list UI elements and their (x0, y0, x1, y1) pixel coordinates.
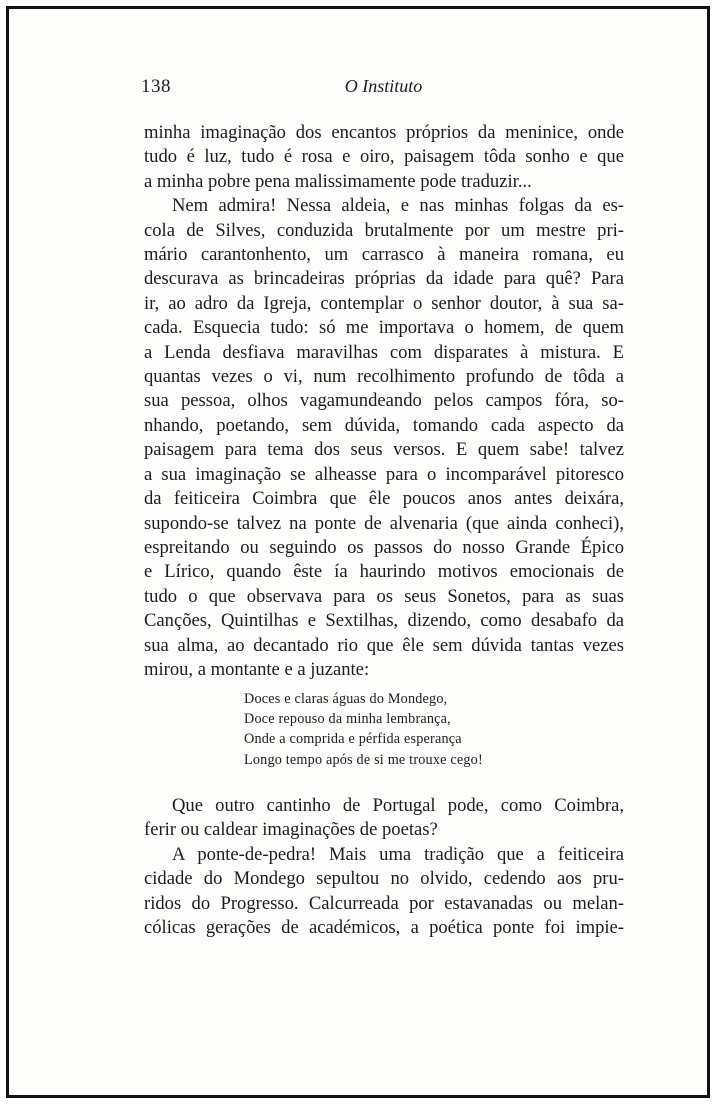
text-line: ir, ao adro da Igreja, contemplar o senhor doutor, à sua sa- (144, 292, 624, 314)
text-line: paisagem para tema dos seus versos. E quem sabe! talvez (144, 439, 624, 461)
text-line: quantas vezes o vi, num recolhimento profundo de tôda a (144, 366, 624, 388)
text-line: sua alma, ao decantado rio que êle sem dúvida tantas vezes (144, 634, 624, 656)
page-header (141, 76, 626, 102)
text-line: Nem admira! Nessa aldeia, e nas minhas folgas da es- (172, 195, 624, 217)
text-line: da feiticeira Coimbra que êle poucos anos antes deixára, (144, 488, 624, 510)
text-line: nhando, poetando, sem dúvida, tomando cada aspecto da (144, 414, 624, 436)
paragraph-4 (144, 843, 624, 941)
text-line: Que outro cantinho de Portugal pode, como Coimbra, (172, 795, 624, 816)
text-line: sua pessoa, olhos vagamundeando pelos campos fóra, so- (144, 390, 624, 412)
verse-quotation (244, 689, 604, 770)
paragraph-1 (144, 121, 624, 194)
paragraph-2 (144, 194, 624, 682)
text-line: ferir ou caldear imaginações de poetas? (144, 819, 438, 841)
text-line: descurava as brincadeiras próprias da idade para quê? Para (144, 268, 624, 290)
text-line: cada. Esquecia tudo: só me importava o homem, de quem (144, 317, 624, 339)
text-line: tudo é luz, tudo é rosa e oiro, paisagem tôda sonho e que (144, 146, 624, 168)
verse-line: Doce repouso da minha lembrança, (244, 711, 451, 728)
verse-line: Longo tempo após de si me trouxe cego! (244, 751, 483, 768)
verse-line: Doces e claras águas do Mondego, (244, 691, 448, 707)
page-number: 138 (141, 76, 171, 97)
text-line: a sua imaginação se alheasse para o incomparável pitoresco (144, 463, 624, 485)
text-line: A ponte-de-pedra! Mais uma tradição que a feiticeira (172, 843, 624, 865)
text-line: tudo o que observava para os seus Sonetos, para as suas (144, 585, 624, 607)
text-line: supondo-se talvez na ponte de alvenaria (que ainda conheci), (144, 512, 624, 534)
text-line: a Lenda desfiava maravilhas com disparates à mistura. E (144, 341, 624, 363)
text-line: Canções, Quintilhas e Sextilhas, dizendo, como desabafo da (144, 610, 624, 632)
text-line: mirou, a montante e a juzante: (144, 658, 370, 680)
body-text-upper (144, 121, 624, 682)
verse-line: Onde a comprida e pérfida esperança (244, 731, 462, 748)
text-line: mário carantonhento, um carrasco à maneira romana, eu (144, 244, 624, 266)
text-line: cólicas gerações de académicos, a poética ponte foi impie- (144, 917, 624, 939)
text-line: e Lírico, quando êste ía haurindo motivos emocionais de (144, 561, 624, 583)
text-line: cola de Silves, conduzida brutalmente por um mestre pri- (144, 219, 624, 241)
paragraph-3 (144, 794, 624, 843)
text-line: cidade do Mondego sepultou no olvido, cedendo aos pru- (144, 868, 624, 890)
running-title: O Instituto (344, 76, 423, 96)
body-text-lower (144, 794, 624, 940)
text-line: minha imaginação dos encantos próprios da meninice, onde (144, 122, 624, 143)
text-line: espreitando ou seguindo os passos do nosso Grande Épico (144, 536, 624, 558)
text-line: a minha pobre pena malissimamente pode traduzir... (144, 170, 532, 192)
text-line: ridos do Progresso. Calcurreada por estavanadas ou melan- (144, 892, 624, 914)
